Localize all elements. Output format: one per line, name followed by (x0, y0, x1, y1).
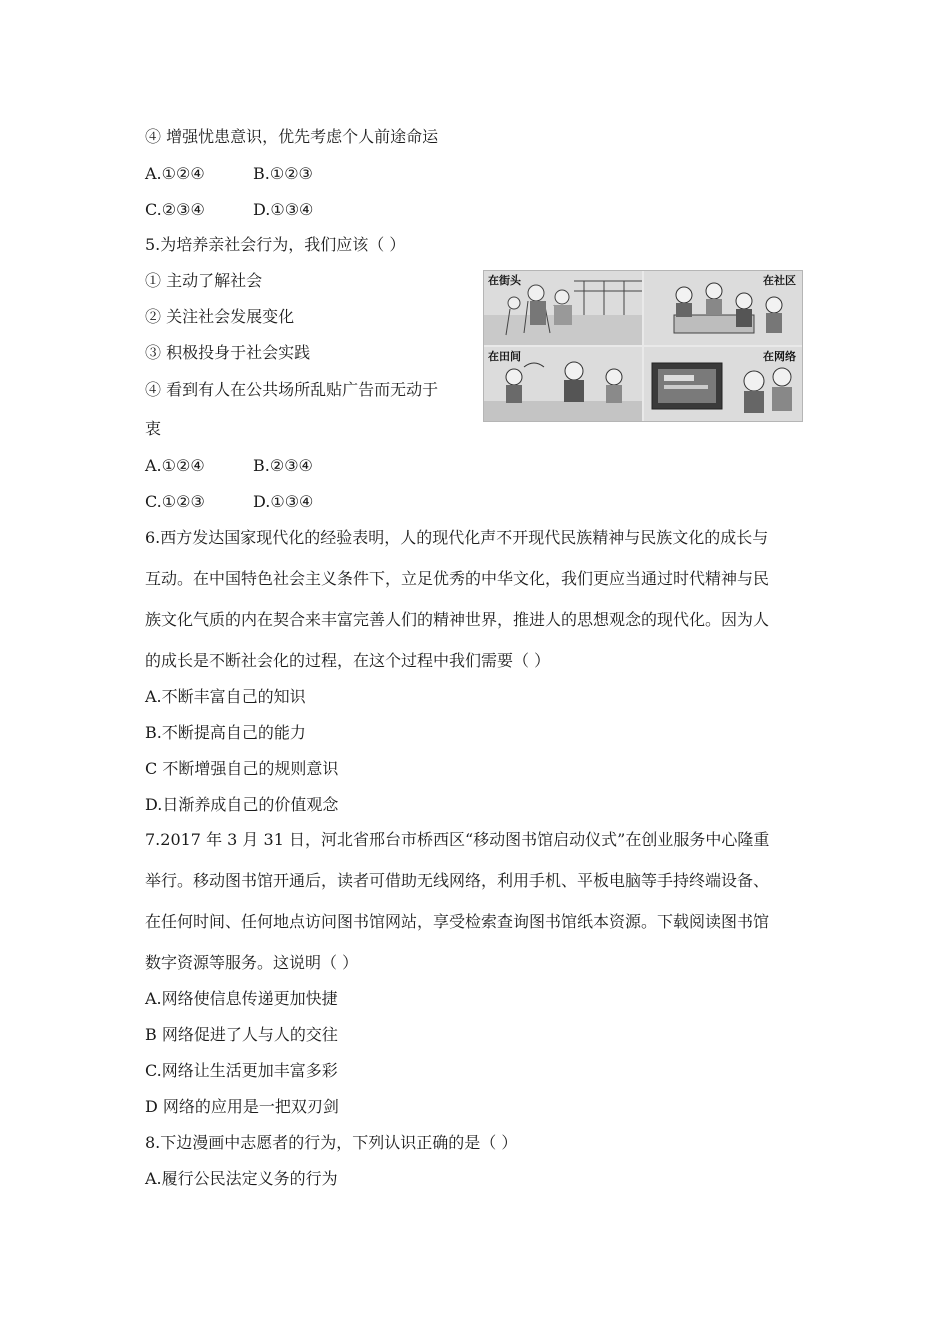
q4-option-4: ④ 增强忧患意识，优先考虑个人前途命运 (145, 127, 439, 146)
q5-stem: 5.为培养亲社会行为，我们应该（ ） (145, 235, 406, 254)
q6-stem-line-3: 族文化气质的内在契合来丰富完善人们的精神世界，推进人的思想观念的现代化。因为人 (145, 610, 770, 629)
q7-choice-c: C.网络让生活更加丰富多彩 (145, 1061, 338, 1080)
cartoon-panel-field (484, 347, 642, 421)
q6-stem-line-4: 的成长是不断社会化的过程，在这个过程中我们需要（ ） (145, 651, 551, 670)
q5-choice-b: B.②③④ (253, 456, 313, 475)
cartoon-panel-internet (644, 347, 802, 421)
q6-stem-line-1: 6.西方发达国家现代化的经验表明，人的现代化声不开现代民族精神与民族文化的成长与 (145, 528, 769, 547)
q4-choice-c: C.②③④ (145, 200, 205, 219)
caption-community: 在社区 (763, 274, 796, 287)
q6-choice-b: B.不断提高自己的能力 (145, 723, 306, 742)
q6-choice-a: A.不断丰富自己的知识 (145, 687, 306, 706)
cartoon-panel-street (484, 271, 642, 345)
q7-choice-d: D 网络的应用是一把双刃剑 (145, 1097, 339, 1116)
q6-choice-c: C 不断增强自己的规则意识 (145, 759, 339, 778)
q5-item-4: ④ 看到有人在公共场所乱贴广告而无动于 (145, 380, 439, 399)
q7-choice-b: B 网络促进了人与人的交往 (145, 1025, 338, 1044)
q5-choice-d: D.①③④ (253, 492, 314, 511)
q5-item-1: ① 主动了解社会 (145, 271, 263, 290)
q7-stem-line-2: 举行。移动图书馆开通后，读者可借助无线网络，利用手机、平板电脑等手持终端设备、 (145, 871, 770, 890)
q8-stem: 8.下边漫画中志愿者的行为，下列认识正确的是（ ） (145, 1133, 518, 1152)
q4-choice-a: A.①②④ (145, 164, 205, 183)
q6-stem-line-2: 互动。在中国特色社会主义条件下，立足优秀的中华文化，我们更应当通过时代精神与民 (145, 569, 770, 588)
q4-choice-d: D.①③④ (253, 200, 314, 219)
caption-internet: 在网络 (763, 350, 796, 363)
q7-stem-line-4: 数字资源等服务。这说明（ ） (145, 953, 359, 972)
q6-choice-d: D.日渐养成自己的价值观念 (145, 795, 339, 814)
q8-choice-a: A.履行公民法定义务的行为 (145, 1169, 338, 1188)
volunteer-cartoon (483, 270, 803, 422)
q7-choice-a: A.网络使信息传递更加快捷 (145, 989, 338, 1008)
caption-field: 在田间 (488, 350, 521, 363)
q7-stem-line-3: 在任何时间、任何地点访问图书馆网站，享受检索查询图书馆纸本资源。下载阅读图书馆 (145, 912, 770, 931)
q5-choice-c: C.①②③ (145, 492, 205, 511)
q5-item-4-cont: 衷 (145, 419, 162, 438)
caption-street: 在街头 (488, 274, 521, 287)
q5-item-3: ③ 积极投身于社会实践 (145, 343, 311, 362)
q5-item-2: ② 关注社会发展变化 (145, 307, 295, 326)
cartoon-panel-community (644, 271, 802, 345)
q4-choice-b: B.①②③ (253, 164, 313, 183)
q7-stem-line-1: 7.2017 年 3 月 31 日，河北省邢台市桥西区“移动图书馆启动仪式”在创业服务中心隆重 (145, 830, 770, 849)
q5-choice-a: A.①②④ (145, 456, 205, 475)
